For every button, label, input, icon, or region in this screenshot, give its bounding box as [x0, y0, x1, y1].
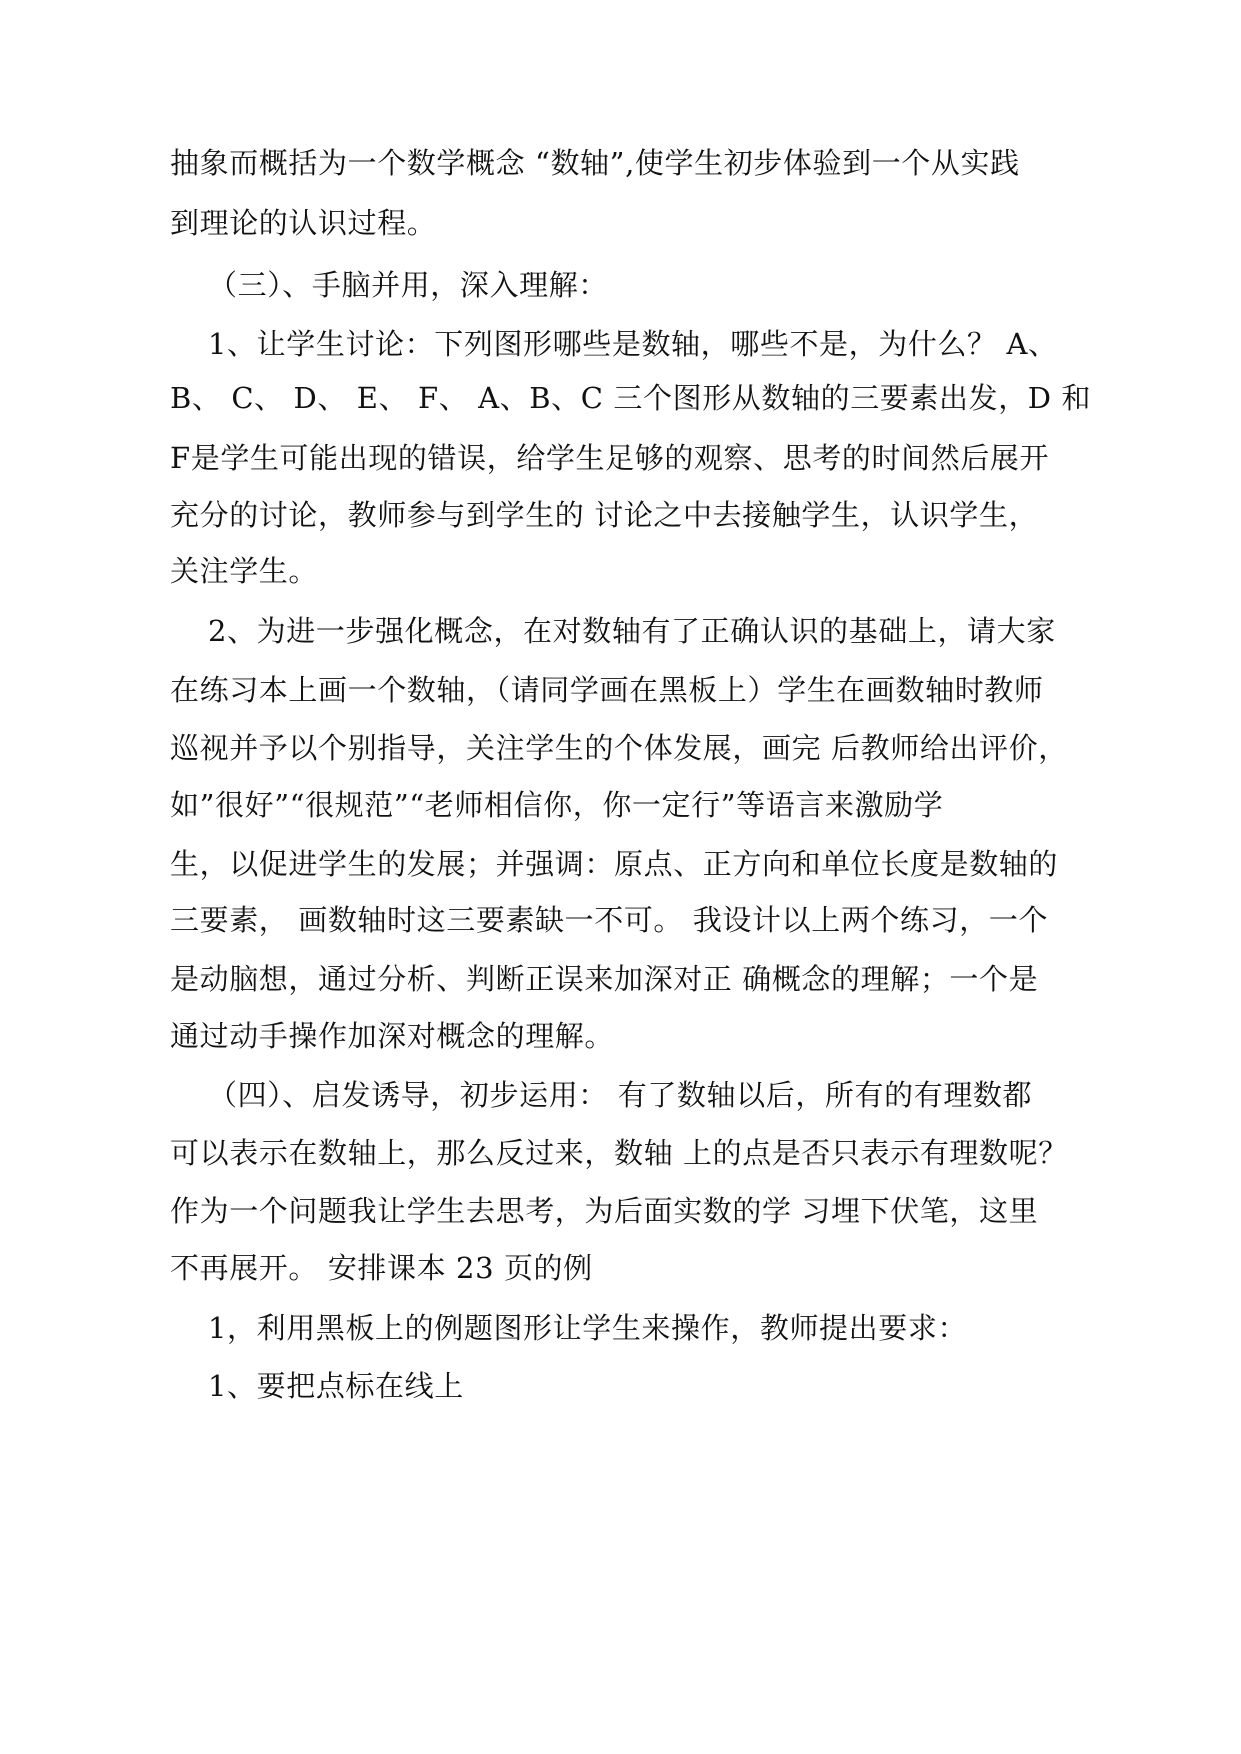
text-line: 在练习本上画一个数轴，（请同学画在黑板上）学生在画数轴时教师 — [170, 673, 1044, 707]
text-line: 抽象而概括为一个数学概念 “数轴”,使学生初步体验到一个从实践 — [170, 146, 1020, 180]
text-line: 1，利用黑板上的例题图形让学生来操作，教师提出要求： — [208, 1311, 968, 1345]
text-line: B、 C、 D、 E、 F、 A、B、C 三个图形从数轴的三要素出发，D 和 — [170, 381, 1092, 415]
text-line: F是学生可能出现的错误，给学生足够的观察、思考的时间然后展开 — [170, 441, 1050, 475]
text-line: 关注学生。 — [170, 554, 319, 588]
text-line: 1、让学生讨论：下列图形哪些是数轴，哪些不是，为什么？ A、 — [208, 327, 1058, 361]
text-line: 2、为进一步强化概念，在对数轴有了正确认识的基础上，请大家 — [208, 614, 1056, 648]
text-line: 不再展开。 安排课本 23 页的例 — [170, 1251, 593, 1285]
text-line: 生，以促进学生的发展；并强调：原点、正方向和单位长度是数轴的 — [170, 847, 1059, 881]
text-line: 充分的讨论，教师参与到学生的 讨论之中去接触学生，认识学生， — [170, 498, 1039, 532]
section-heading: （四）、启发诱导，初步运用： 有了数轴以后，所有的有理数都 — [208, 1078, 1033, 1112]
text-line: 是动脑想，通过分析、判断正误来加深对正 确概念的理解；一个是 — [170, 962, 1039, 996]
text-line: 巡视并予以个别指导，关注学生的个体发展，画完 后教师给出评价， — [170, 731, 1068, 765]
text-line: 如”很好”“很规范”“老师相信你，你一定行”等语言来激励学 — [170, 788, 944, 822]
text-line: 通过动手操作加深对概念的理解。 — [170, 1019, 615, 1053]
text-line: 作为一个问题我让学生去思考，为后面实数的学 习埋下伏笔，这里 — [170, 1194, 1039, 1228]
text-line: 可以表示在数轴上，那么反过来，数轴 上的点是否只表示有理数呢？ — [170, 1136, 1068, 1170]
text-line: 1、要把点标在线上 — [208, 1369, 464, 1403]
section-heading: （三）、手脑并用，深入理解： — [208, 268, 608, 302]
text-line: 三要素， 画数轴时这三要素缺一不可。 我设计以上两个练习，一个 — [170, 903, 1049, 937]
text-line: 到理论的认识过程。 — [170, 206, 437, 240]
